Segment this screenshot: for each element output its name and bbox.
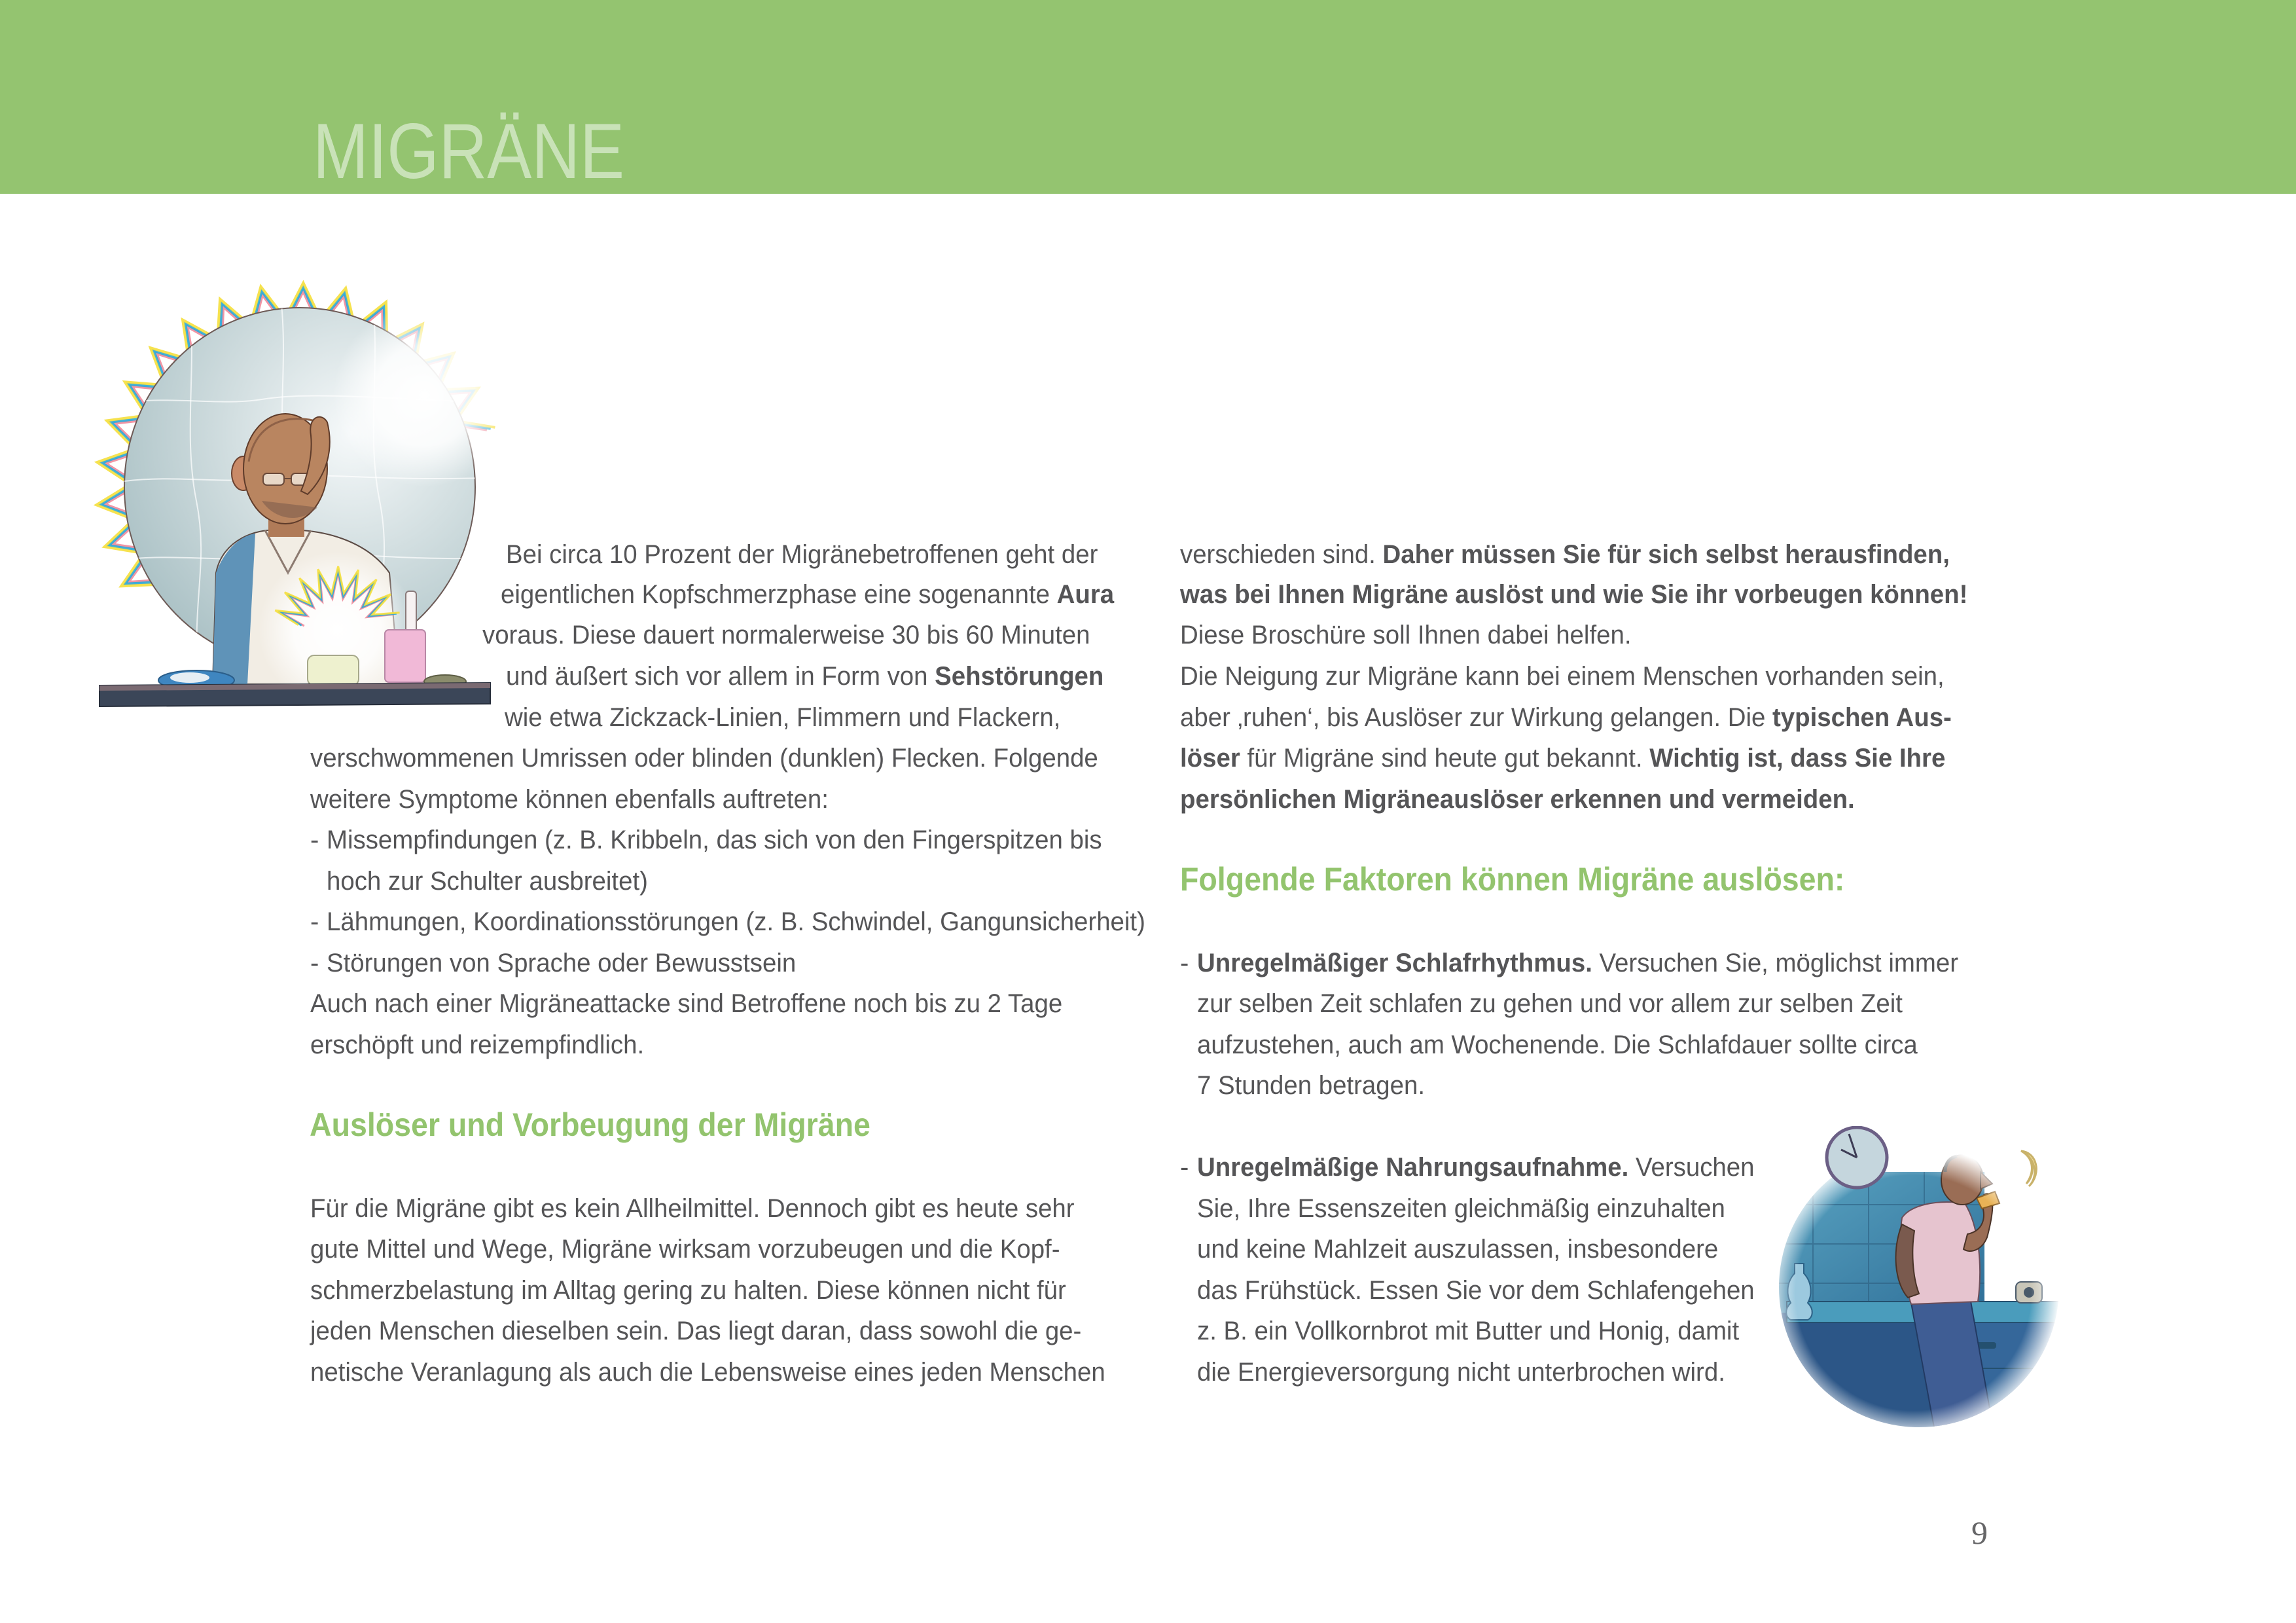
text-line: die Energieversorgung nicht unterbrochen wird. [1197, 1358, 1725, 1387]
text-line: erschöpft und reizempfindlich. [310, 1030, 645, 1059]
text-line [1197, 1154, 1754, 1180]
text-segment: Bei circa 10 Prozent der Migränebetroffenen geht der [506, 540, 1098, 569]
text-line: Störungen von Sprache oder Bewusstsein [327, 949, 797, 977]
text-segment: voraus. Diese dauert normalerweise 30 bis 60 Minuten [482, 621, 1090, 649]
emphasis-text: was bei Ihnen Migräne auslöst und wie Sie ihr vorbeugen können! [1180, 580, 1968, 609]
text-line [1180, 786, 1855, 812]
text-line: schmerzbelastung im Alltag gering zu halten. Diese können nicht für [310, 1276, 1066, 1305]
text-line [310, 745, 1098, 771]
text-line [501, 581, 1114, 608]
text-line [1180, 541, 1950, 568]
text-segment: Die Neigung zur Migräne kann bei einem Menschen vorhanden sein, [1180, 662, 1945, 691]
moon-icon [2021, 1151, 2036, 1186]
text-segment: weitere Symptome können ebenfalls auftreten: [310, 785, 829, 814]
text-line: 7 Stunden betragen. [1197, 1071, 1426, 1100]
soap [308, 655, 359, 685]
emphasis-text: Daher müssen Sie für sich selbst herausfinden, [1382, 540, 1950, 569]
text-line [505, 704, 1060, 731]
text-segment: für Migräne sind heute gut bekannt. [1240, 744, 1650, 773]
pink-cup [385, 630, 425, 682]
emphasis-text: Wichtig ist, dass Sie Ihre [1649, 744, 1946, 773]
text-line: zur selben Zeit schlafen zu gehen und vor allem zur selben Zeit [1197, 989, 1903, 1018]
text-line: netische Veranlagung als auch die Lebensweise eines jeden Menschen [310, 1358, 1105, 1387]
trigger-title: Unregelmäßiger Schlafrhythmus. [1197, 949, 1592, 977]
text-line: jeden Menschen dieselben sein. Das liegt daran, dass sowohl die ge- [310, 1317, 1082, 1345]
section-heading-factors: Folgende Faktoren können Migräne auslösen: [1180, 861, 1845, 898]
emphasis-text: persönlichen Migräneauslöser erkennen und vermeiden. [1180, 785, 1855, 814]
text-line [1180, 622, 1632, 648]
text-line [1180, 663, 1945, 689]
text-segment: verschwommenen Umrissen oder blinden (dunklen) Flecken. Folgende [310, 744, 1098, 773]
text-line [310, 786, 829, 812]
clock-icon [1827, 1127, 1887, 1188]
text-line [1180, 581, 1967, 608]
text-segment: Versuchen [1628, 1153, 1755, 1182]
text-line: Missempfindungen (z. B. Kribbeln, das sich von den Fingerspitzen bis [327, 826, 1102, 854]
text-line: Lähmungen, Koordinationsstörungen (z. B. Schwindel, Gangunsicherheit) [327, 907, 1145, 936]
header-band [0, 0, 2296, 194]
text-line: hoch zur Schulter ausbreitet) [327, 867, 648, 896]
text-line [1180, 704, 1952, 731]
text-segment: wie etwa Zickzack-Linien, Flimmern und Flackern, [505, 703, 1061, 732]
text-segment: verschieden sind. [1180, 540, 1383, 569]
scene-vignette [1778, 1146, 2060, 1427]
text-line [506, 663, 1103, 689]
text-line: z. B. ein Vollkornbrot mit Butter und Honig, damit [1197, 1317, 1740, 1345]
text-line: gute Mittel und Wege, Migräne wirksam vorzubeugen und die Kopf- [310, 1235, 1060, 1264]
emphasis-aura: Aura [1056, 580, 1115, 609]
text-segment: aber ‚ruhen‘, bis Auslöser zur Wirkung gelangen. Die [1180, 703, 1773, 732]
text-line: Für die Migräne gibt es kein Allheilmittel. Dennoch gibt es heute sehr [310, 1194, 1075, 1223]
text-line [506, 541, 1098, 568]
emphasis-sehstoerungen: Sehstörungen [935, 662, 1104, 691]
toothbrush [406, 591, 416, 633]
list-dash: - [310, 907, 319, 936]
text-line [1180, 745, 1945, 771]
emphasis-text: löser [1180, 744, 1240, 773]
text-line: aufzustehen, auch am Wochenende. Die Schlafdauer sollte circa [1197, 1030, 1918, 1059]
text-segment: und äußert sich vor allem in Form von [506, 662, 935, 691]
text-line: und keine Mahlzeit auszulassen, insbesondere [1197, 1235, 1719, 1264]
text-segment: Diese Broschüre soll Ihnen dabei helfen. [1180, 621, 1632, 649]
page-number: 9 [1971, 1514, 1988, 1551]
text-line: das Frühstück. Essen Sie vor dem Schlafengehen [1197, 1276, 1755, 1305]
text-line [1197, 950, 1958, 976]
text-line: Auch nach einer Migräneattacke sind Betroffene noch bis zu 2 Tage [310, 989, 1063, 1018]
section-heading-triggers-prevention: Auslöser und Vorbeugung der Migräne [310, 1106, 870, 1143]
list-dash: - [1180, 1153, 1189, 1182]
text-line [482, 622, 1090, 648]
list-dash: - [1180, 949, 1189, 977]
text-line: Sie, Ihre Essenszeiten gleichmäßig einzuhalten [1197, 1194, 1725, 1223]
late-night-snack-illustration [1774, 1126, 2088, 1427]
list-dash: - [310, 949, 319, 977]
emphasis-text: typischen Aus- [1772, 703, 1952, 732]
trigger-title: Unregelmäßige Nahrungsaufnahme. [1197, 1153, 1629, 1182]
page-title: MIGRÄNE [313, 107, 625, 195]
text-segment: eigentlichen Kopfschmerzphase eine sogenannte [501, 580, 1057, 609]
migraine-aura-illustration [92, 265, 497, 717]
list-dash: - [310, 826, 319, 854]
text-segment: Versuchen Sie, möglichst immer [1592, 949, 1959, 977]
